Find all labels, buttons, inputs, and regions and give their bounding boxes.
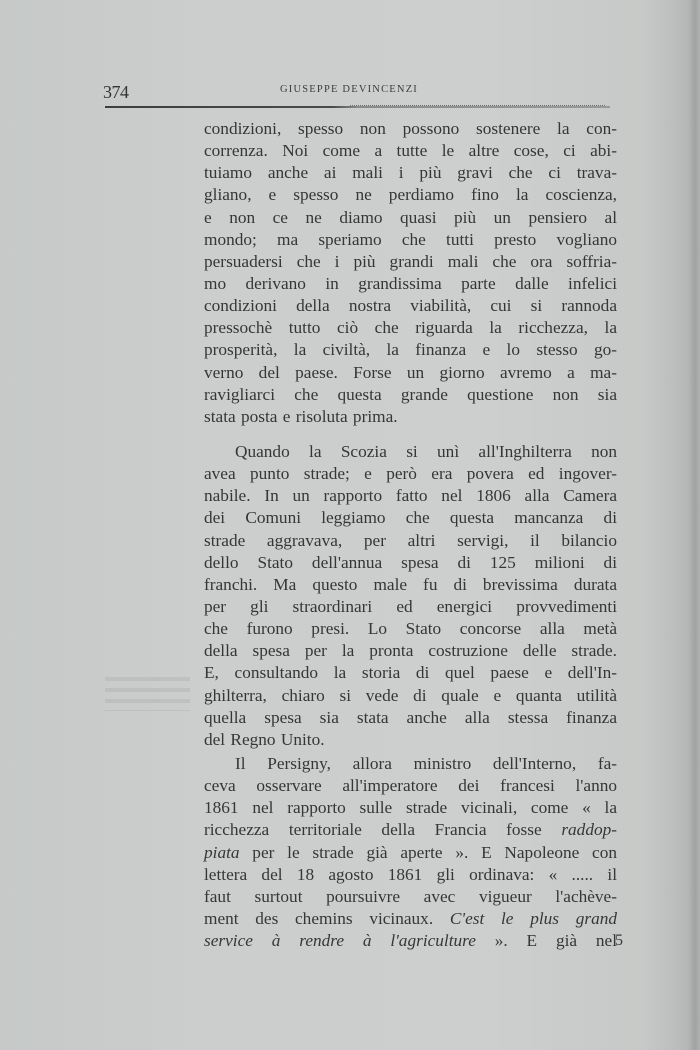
text-line: mo derivano in grandissima parte dalle infelici: [204, 273, 617, 293]
text-fragment: ricchezza territoriale della Francia fosse: [204, 820, 542, 840]
text-line: E, consultando la storia di quel paese e dell'In-: [204, 663, 617, 683]
text-fragment: ». E già nel: [494, 931, 617, 951]
text-line: avea punto strade; e però era povera ed ingover-: [204, 464, 617, 484]
page-edge-shadow: [688, 0, 700, 1050]
text-line: franchi. Ma questo male fu di brevissima durata: [204, 574, 617, 594]
text-line: Il Persigny, allora ministro dell'Interno, fa-: [235, 753, 617, 773]
text-line: lettera del 18 agosto 1861 gli ordinava: « ..... il: [204, 864, 617, 884]
italic-fragment: raddop-: [561, 820, 617, 840]
italic-fragment: service à rendre à l'agriculture: [204, 931, 476, 951]
text-line: condizioni, spesso non possono sostenere la con-: [204, 119, 617, 138]
body-text: [204, 118, 617, 952]
text-line: [204, 842, 617, 864]
text-line: [204, 908, 617, 930]
margin-note: 5: [615, 932, 623, 949]
text-line: ceva osservare all'imperatore dei francesi l'anno: [204, 776, 617, 796]
running-title: GIUSEPPE DEVINCENZI: [280, 84, 419, 95]
text-line: quella spesa sia stata anche alla stessa finanza: [204, 707, 617, 727]
text-line: nabile. In un rapporto fatto nel 1806 alla Camera: [204, 486, 617, 506]
text-fragment: per le strade già aperte ». E Napoleone con: [239, 842, 617, 862]
show-through-bleed: [105, 677, 190, 711]
text-line: dei Comuni leggiamo che questa mancanza di: [204, 508, 617, 528]
text-line: e non ce ne diamo quasi più un pensiero al: [204, 207, 617, 227]
text-line: strade aggravava, per altri servigi, il bilancio: [204, 530, 617, 550]
running-head: [100, 82, 612, 112]
text-fragment: ment des chemins vicinaux.: [204, 908, 434, 928]
text-line: del Regno Unito.: [204, 729, 325, 749]
text-line: verno del paese. Forse un giorno avremo a ma-: [204, 362, 617, 382]
italic-fragment: C'est le plus grand: [449, 908, 618, 928]
text-line: correnza. Noi come a tutte le altre cose, ci abi-: [204, 141, 617, 161]
paragraph-1: [204, 118, 617, 428]
header-rule: [105, 106, 610, 108]
paragraph-2: [204, 441, 617, 751]
text-line: condizioni della nostra viabilità, cui si rannoda: [204, 296, 617, 316]
text-line: pressochè tutto ciò che riguarda la ricchezza, la: [204, 318, 617, 338]
text-line: gliano, e spesso ne perdiamo fino la coscienza,: [204, 185, 617, 205]
text-line: [204, 819, 617, 841]
text-line: 1861 nel rapporto sulle strade vicinali, come « la: [204, 798, 617, 818]
italic-fragment: piata: [204, 842, 240, 862]
text-line: tuiamo anche ai mali i più gravi che ci trava-: [204, 163, 617, 183]
text-line: prosperità, la civiltà, la finanza e lo stesso go-: [204, 340, 617, 360]
text-line: stata posta e risoluta prima.: [204, 406, 398, 426]
text-line: persuadersi che i più grandi mali che ora soffria-: [204, 251, 617, 271]
text-line: che furono presi. Lo Stato concorse alla metà: [204, 619, 617, 639]
text-line: per gli straordinari ed energici provvedimenti: [204, 596, 617, 616]
text-line: dello Stato dell'annua spesa di 125 milioni di: [204, 552, 617, 572]
text-line: della spesa per la pronta costruzione delle strade.: [204, 641, 617, 661]
text-line: [204, 930, 617, 952]
text-line: Quando la Scozia si unì all'Inghilterra non: [235, 441, 617, 461]
text-line: mondo; ma speriamo che tutti presto vogliano: [204, 229, 617, 249]
text-line: ghilterra, chiaro si vede di quale e quanta utilità: [204, 685, 617, 705]
header-rule-dotted: [350, 105, 605, 106]
page-number: 374: [103, 82, 129, 102]
paragraph-3: [204, 753, 617, 952]
text-line: ravigliarci che questa grande questione non sia: [204, 384, 617, 404]
text-line: faut surtout poursuivre avec vigueur l'achève-: [204, 886, 617, 906]
